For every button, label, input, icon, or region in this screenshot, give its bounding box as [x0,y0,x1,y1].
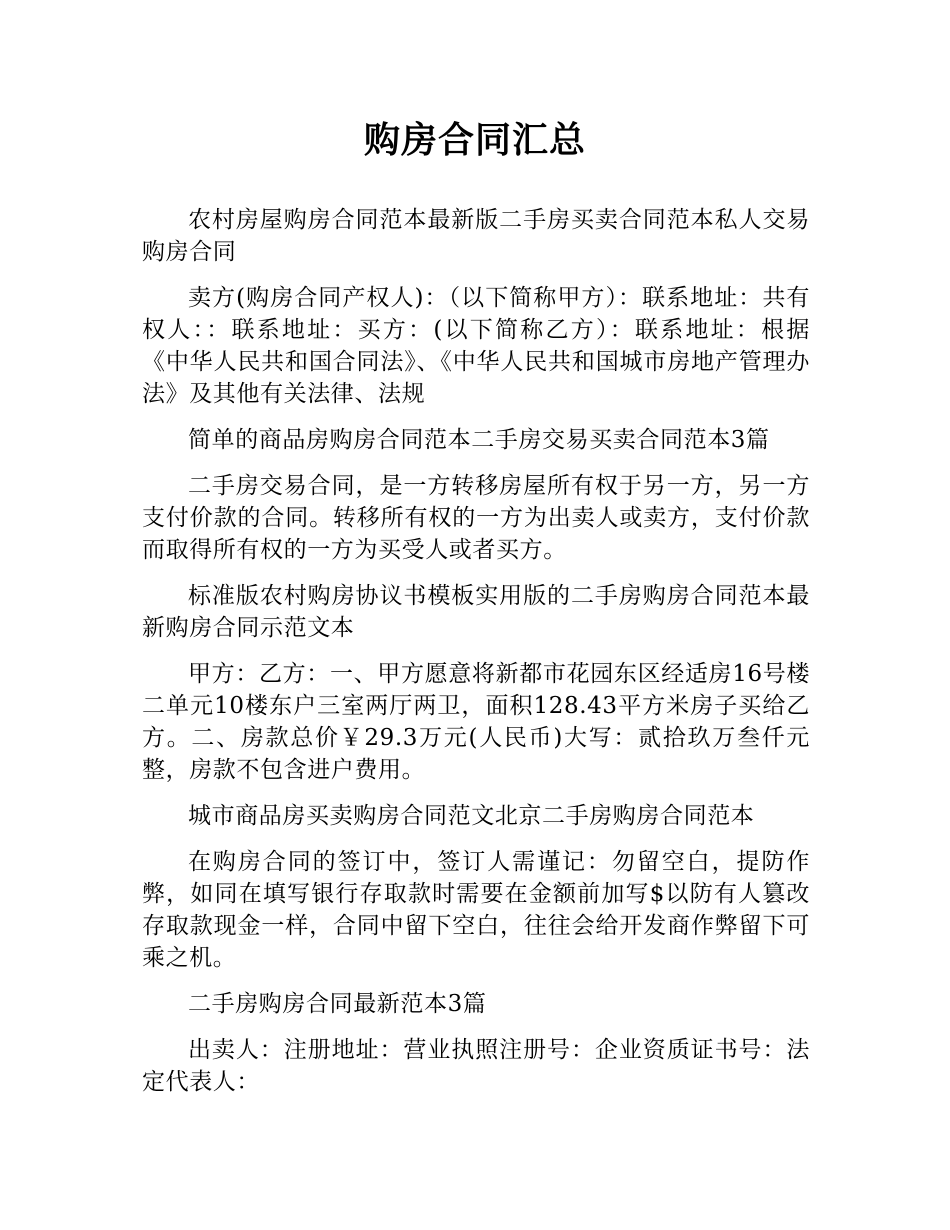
paragraph: 标准版农村购房协议书模板实用版的二手房购房合同范本最新购房合同示范文本 [142,583,810,641]
paragraph: 城市商品房买卖购房合同范文北京二手房购房合同范本 [188,803,755,829]
paragraph: 二手房购房合同最新范本3篇 [188,991,487,1017]
paragraph: 农村房屋购房合同范本最新版二手房买卖合同范本私人交易购房合同 [142,207,810,265]
paragraph: 甲方：乙方：一、甲方愿意将新都市花园东区经适房16号楼二单元10楼东户三室两厅两卫，面积128.43平方米房子买给乙方。二、房款总价￥29.3万元(人民币)大写：贰拾玖万叁仟元整，房款不包含进户费用。 [142,661,810,783]
paragraph: 简单的商品房购房合同范本二手房交易买卖合同范本3篇 [188,427,770,453]
paragraph: 在购房合同的签订中，签订人需谨记：勿留空白，提防作弊，如同在填写银行存取款时需要在金额前加写$以防有人篡改存取款现金一样，合同中留下空白，往往会给开发商作弊留下可乘之机。 [142,849,810,971]
document-body [142,204,810,1112]
paragraph: 卖方(购房合同产权人)：（以下简称甲方）：联系地址：共有权人：：联系地址：买方：(以下简称乙方）：联系地址：根据《中华人民共和国合同法》、《中华人民共和国城市房地产管理办法》及其他有关法律、法规 [142,285,810,407]
paragraph: 二手房交易合同，是一方转移房屋所有权于另一方，另一方支付价款的合同。转移所有权的一方为出卖人或卖方，支付价款而取得所有权的一方为买受人或者买方。 [142,473,810,563]
document-title: 购房合同汇总 [363,120,586,161]
paragraph: 出卖人：注册地址：营业执照注册号：企业资质证书号：法定代表人： [142,1037,810,1095]
